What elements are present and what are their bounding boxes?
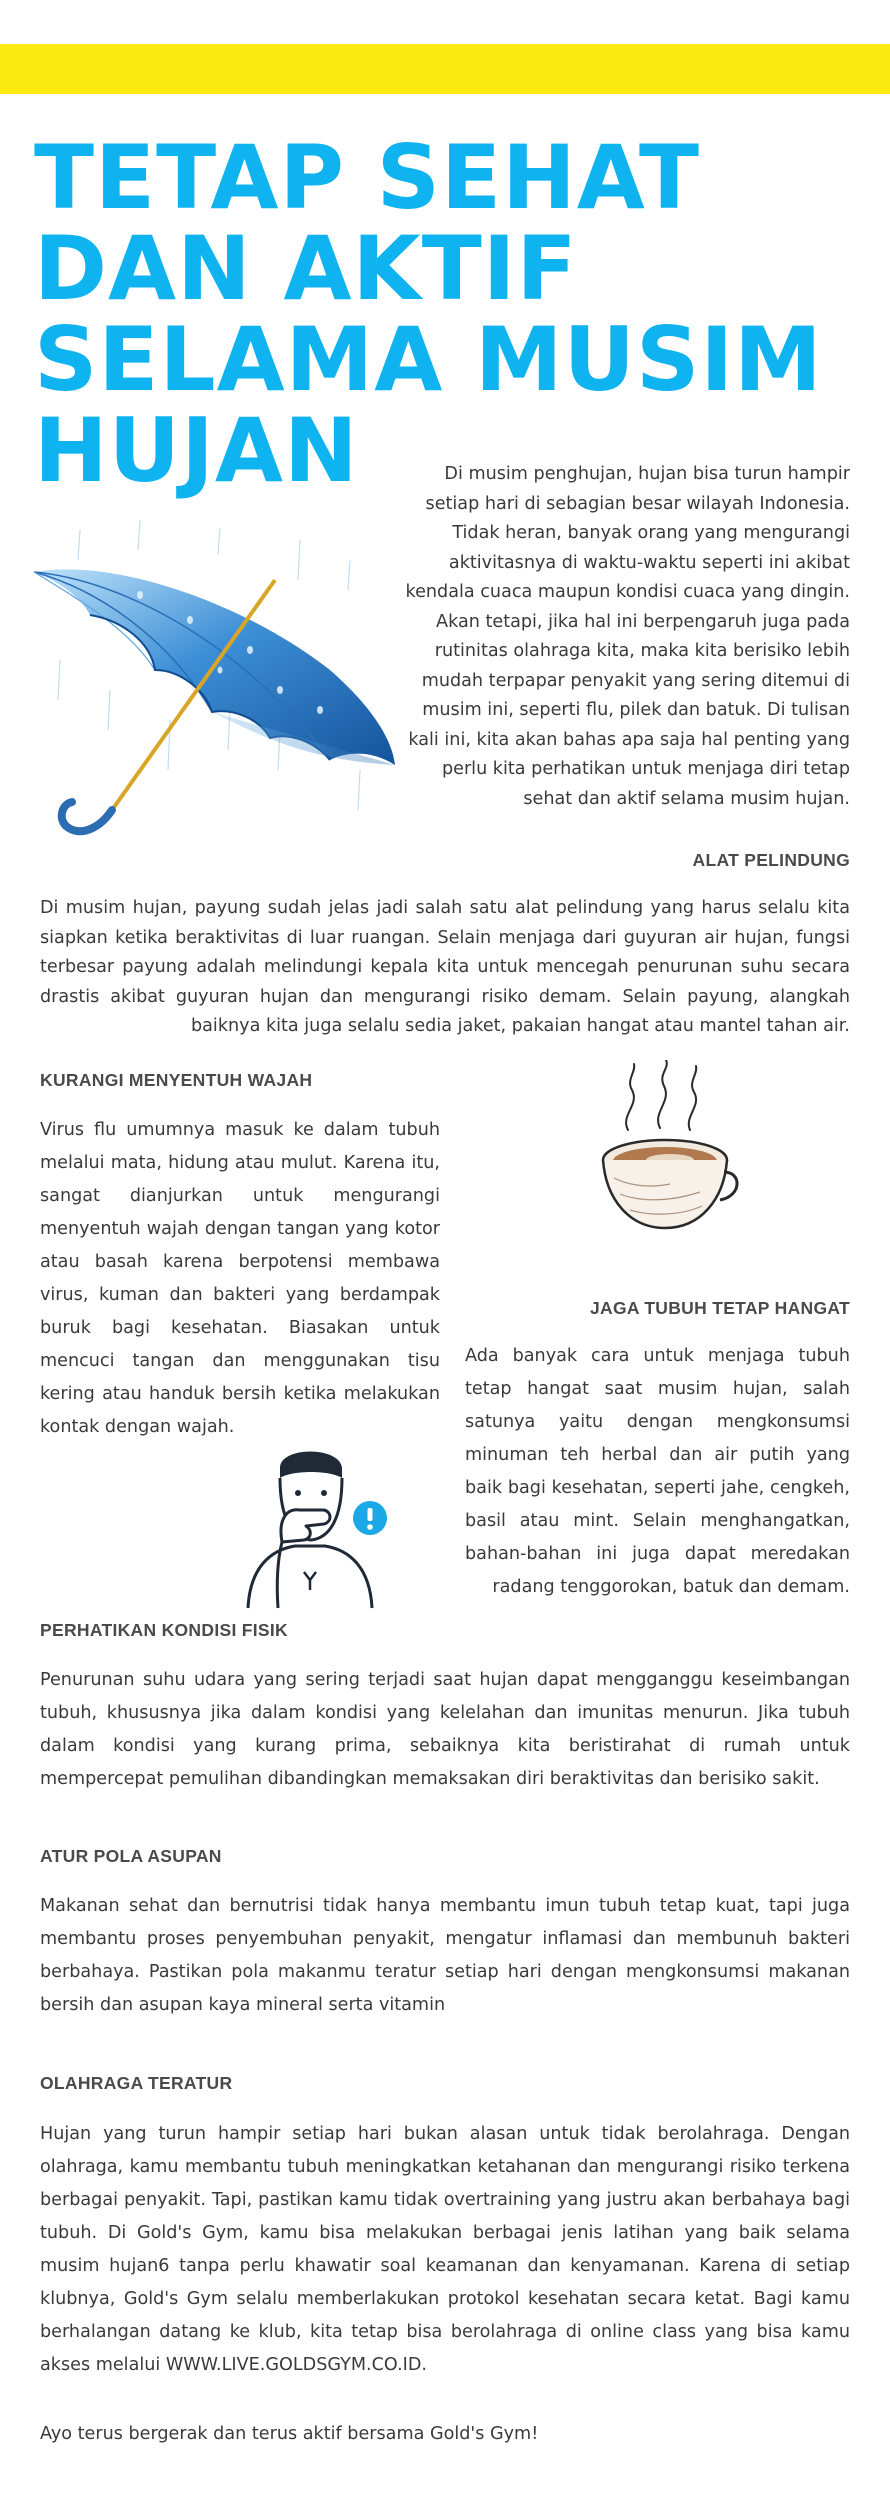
paragraph-jaga-tubuh-tetap-hangat: Ada banyak cara untuk menjaga tubuh tetap hangat saat musim hujan, salah satunya yaitu dengan mengkonsumsi minuman teh herbal dan air putih yang baik bagi kesehatan, seperti jahe, cengkeh, basil atau mint. Selain menghangatkan, bahan-bahan ini juga dapat meredakan radang tenggorokan, batuk dan demam. xyxy=(465,1346,850,1597)
paragraph-atur-pola-asupan: Makanan sehat dan bernutrisi tidak hanya membantu imun tubuh tetap kuat, tapi juga membantu proses penyembuhan penyakit, mengatur inflamasi dan membunuh bakteri berbahaya. Pastikan pola makanmu teratur setiap hari dengan mengkonsumsi makanan bersih dan asupan kaya mineral serta vitamin xyxy=(40,1896,850,2015)
paragraph-alat-pelindung: Di musim hujan, payung sudah jelas jadi salah satu alat pelindung yang harus selalu kita siapkan ketika beraktivitas di luar ruangan. Selain menjaga dari guyuran air hujan, fungsi terbesar payung adalah melindungi kepala kita untuk mencegah penurunan suhu secara drastis akibat guyuran hujan dan mengurangi risiko demam. Selain payung, alangkah baiknya kita juga selalu sedia jaket, pakaian hangat atau mantel tahan air. xyxy=(40,898,850,1036)
paragraph-olahraga-teratur: Hujan yang turun hampir setiap hari bukan alasan untuk tidak berolahraga. Dengan olahraga, kamu membantu tubuh meningkatkan ketahanan dan mengurangi risiko terkena berbagai penyakit. Tapi, pastikan kamu tidak overtraining yang justru akan berbahaya bagi tubuh. Di Gold's Gym, kamu bisa melakukan berbagai jenis latihan yang baik selama musim hujan6 tanpa perlu khawatir soal keamanan dan kenyamanan. Karena di setiap klubnya, Gold's Gym selalu memberlakukan protokol kesehatan secara ketat. Bagi kamu berhalangan datang ke klub, kita tetap bisa berolahraga di online class yang bisa kamu akses melalui WWW.LIVE.GOLDSGYM.CO.ID. xyxy=(40,2124,850,2375)
closing-line: Ayo terus bergerak dan terus aktif bersama Gold's Gym! xyxy=(40,2424,539,2444)
title-line-1: TETAP SEHAT xyxy=(34,126,701,229)
title-line-2: DAN AKTIF xyxy=(34,217,578,320)
person-covering-mouth-illustration xyxy=(220,1438,400,1613)
heading-kurangi-menyentuh-wajah: KURANGI MENYENTUH WAJAH xyxy=(40,1070,313,1090)
top-yellow-bar xyxy=(0,44,890,94)
hot-cup-illustration xyxy=(590,1060,740,1240)
heading-perhatikan-kondisi-fisik: PERHATIKAN KONDISI FISIK xyxy=(40,1620,288,1640)
page-title xyxy=(34,126,834,502)
heading-alat-pelindung: ALAT PELINDUNG xyxy=(692,850,850,870)
heading-atur-pola-asupan: ATUR POLA ASUPAN xyxy=(40,1846,222,1866)
heading-jaga-tubuh-tetap-hangat: JAGA TUBUH TETAP HANGAT xyxy=(589,1298,850,1318)
heading-olahraga-teratur: OLAHRAGA TERATUR xyxy=(40,2073,233,2093)
title-line-4: HUJAN xyxy=(34,399,359,502)
title-line-3: SELAMA MUSIM xyxy=(34,308,823,411)
paragraph-perhatikan-kondisi-fisik: Penurunan suhu udara yang sering terjadi saat hujan dapat mengganggu keseimbangan tubuh, khususnya jika dalam kondisi yang kelelahan dan imunitas menurun. Jika tubuh dalam kondisi yang kurang prima, sebaiknya kita beristirahat di rumah untuk mempercepat pemulihan dibandingkan memaksakan diri beraktivitas dan berisiko sakit. xyxy=(40,1670,850,1789)
umbrella-illustration xyxy=(20,520,410,850)
intro-paragraph: Di musim penghujan, hujan bisa turun hampir setiap hari di sebagian besar wilayah Indonesia. Tidak heran, banyak orang yang mengurangi aktivitasnya di waktu-waktu seperti ini akibat kendala cuaca maupun kondisi cuaca yang dingin. Akan tetapi, jika hal ini berpengaruh juga pada rutinitas olahraga kita, maka kita berisiko lebih mudah terpapar penyakit yang sering ditemui di musim ini, seperti flu, pilek dan batuk. Di tulisan kali ini, kita akan bahas apa saja hal penting yang perlu kita perhatikan untuk menjaga diri tetap sehat dan aktif selama musim hujan. xyxy=(405,464,850,809)
paragraph-kurangi-menyentuh-wajah: Virus flu umumnya masuk ke dalam tubuh melalui mata, hidung atau mulut. Karena itu, sangat dianjurkan untuk mengurangi menyentuh wajah dengan tangan yang kotor atau basah karena berpotensi membawa virus, kuman dan bakteri yang berdampak buruk bagi kesehatan. Biasakan untuk mencuci tangan dan menggunakan tisu kering atau handuk bersih ketika melakukan kontak dengan wajah. xyxy=(40,1120,440,1437)
